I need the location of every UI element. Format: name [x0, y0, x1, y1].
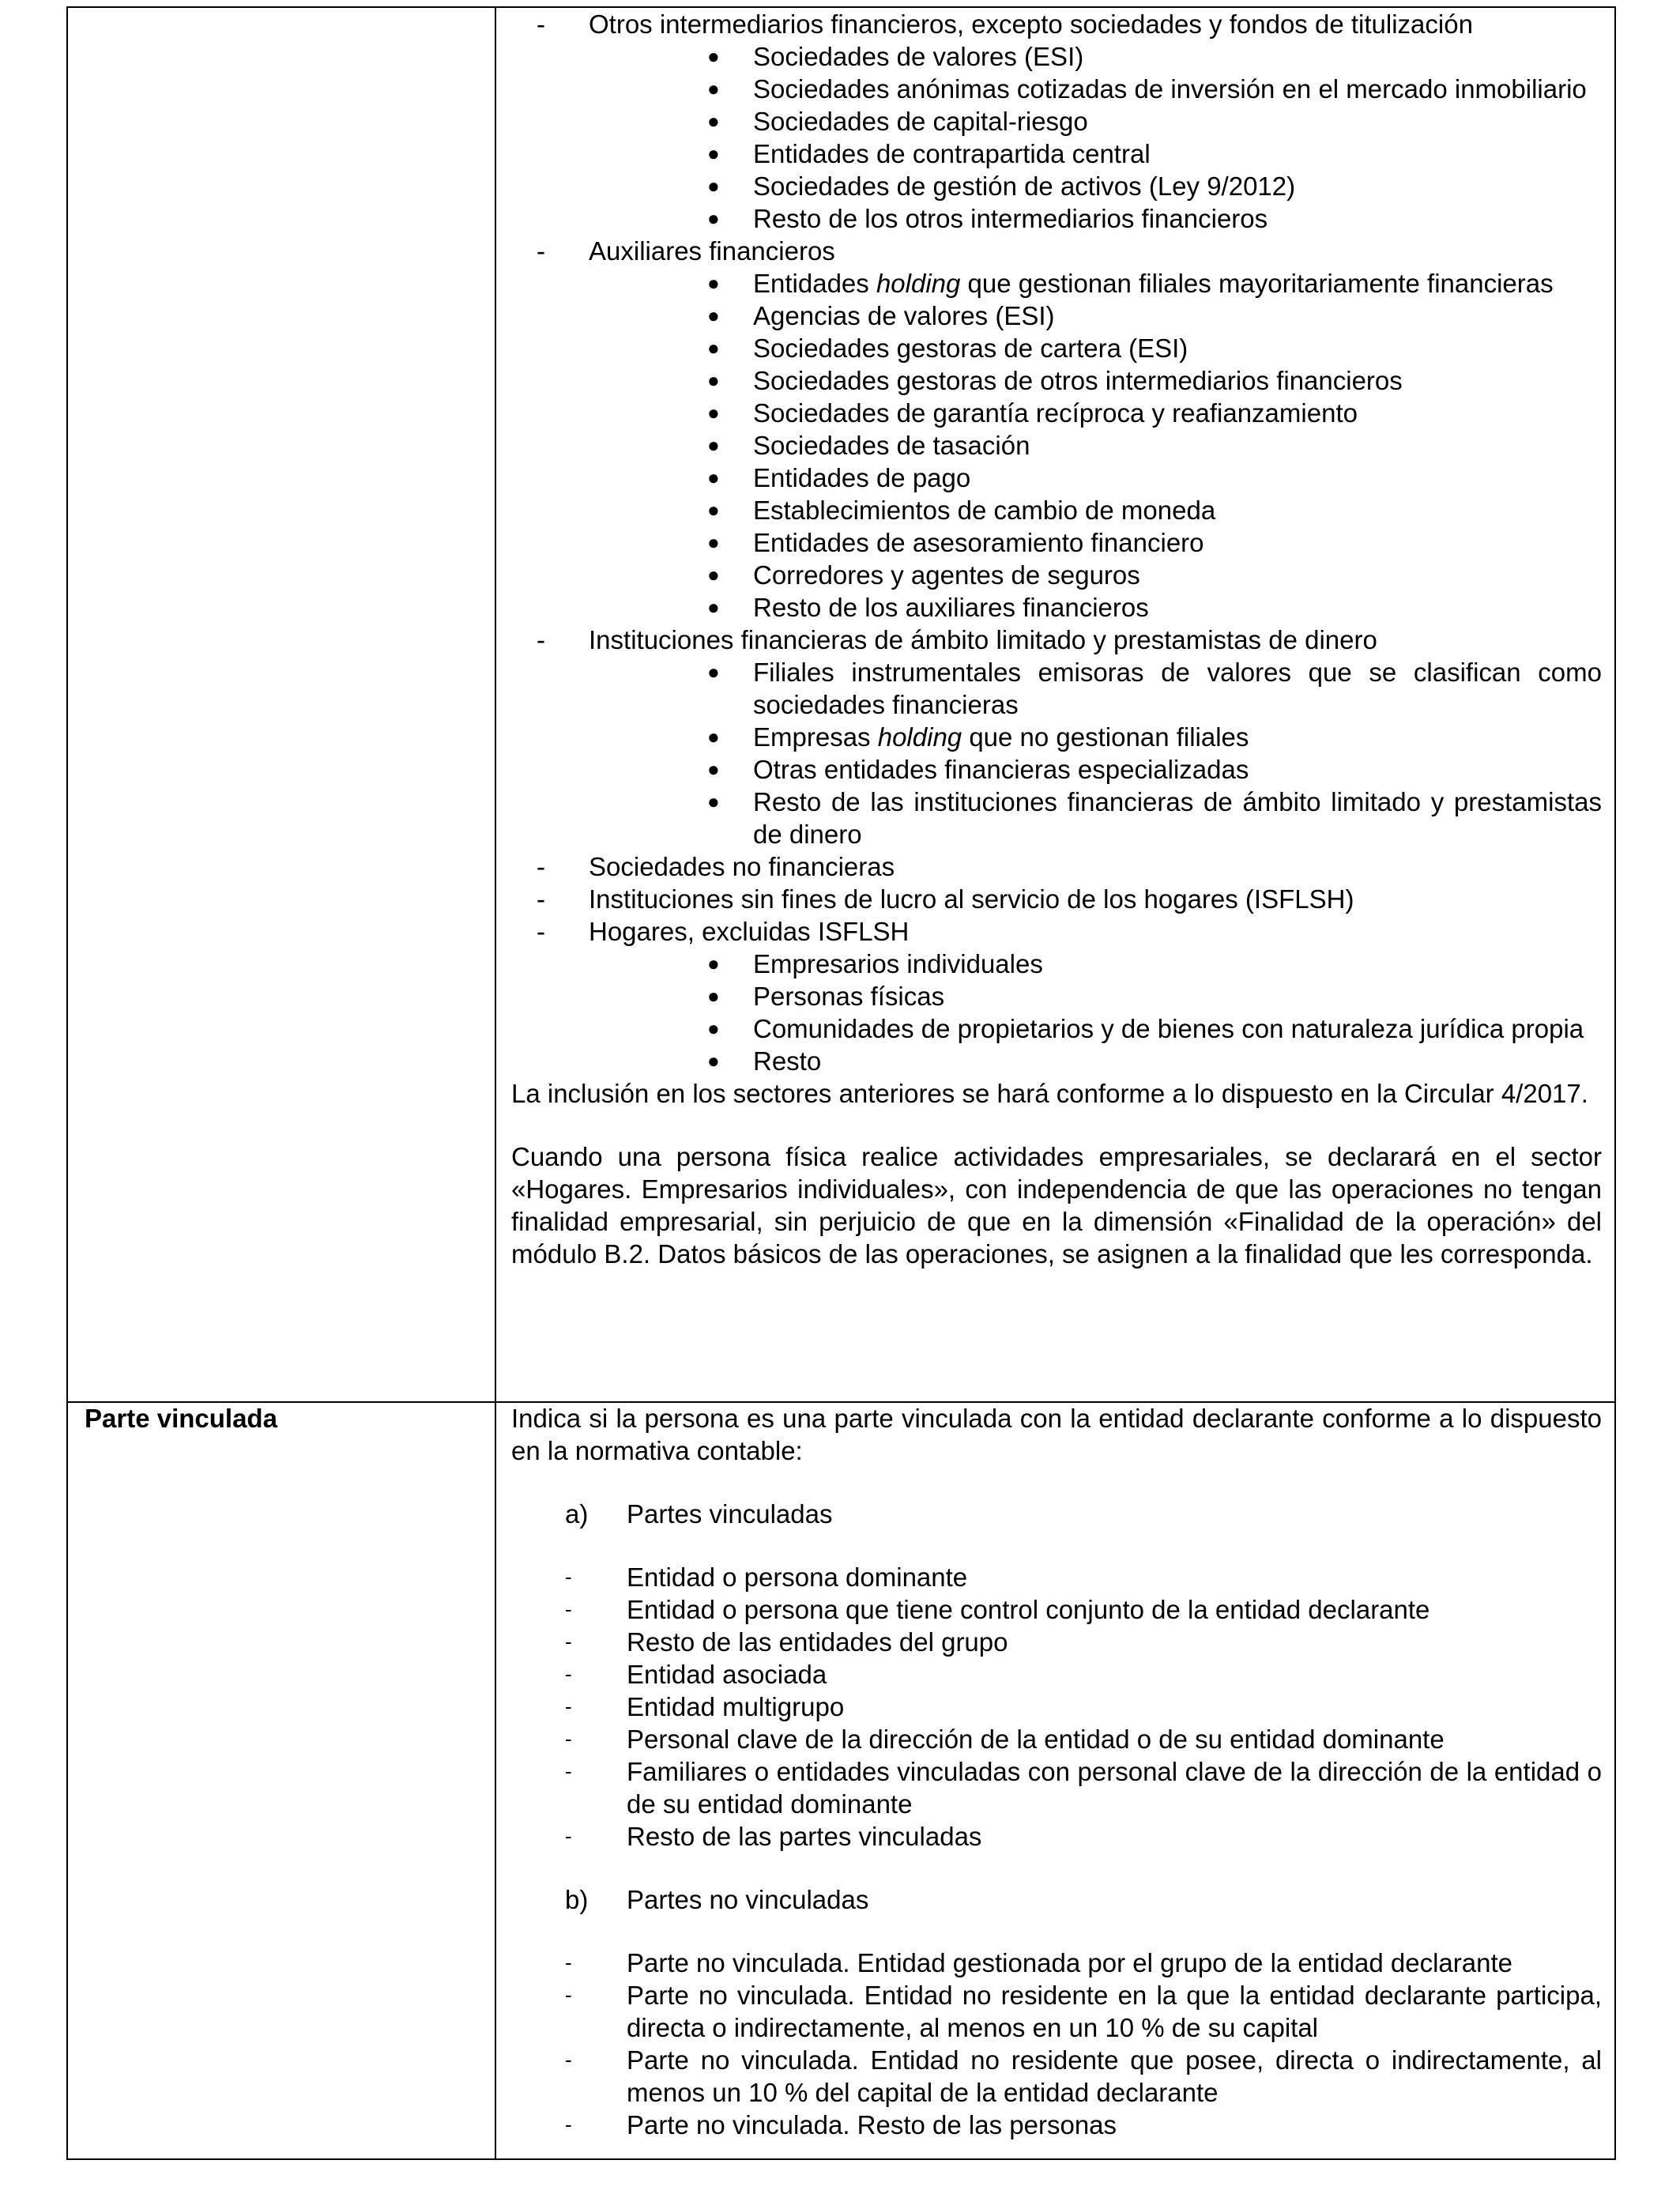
party-list-item	[511, 1755, 1602, 1820]
empresarios-individuales-paragraph: Cuando una persona física realice actividades empresariales, se declarará en el sector «Hogares. Empresarios individuales», con independencia de que las operaciones no tengan finalidad empresarial, sin perjuicio de que en la dimensión «Finalidad de la operación» del módulo B.2. Datos básicos de las operaciones, se asignen a la finalidad que les corresponda.	[511, 1142, 1602, 1269]
bullet-marker: ●	[707, 984, 720, 1008]
sector-bullet-item	[511, 73, 1602, 105]
sector-bullet-item	[511, 591, 1602, 624]
spacer	[511, 1530, 1602, 1561]
bullet-marker: ●	[707, 498, 720, 522]
bullet-marker: ●	[707, 433, 720, 457]
bullet-marker: ●	[707, 206, 720, 230]
list-item-text: Hogares, excluidas ISFLSH	[589, 917, 910, 946]
list-item-text: Entidad o persona dominante	[627, 1563, 968, 1592]
list-item-text: Sociedades de capital-riesgo	[753, 107, 1088, 136]
sector-dash-item	[511, 915, 1602, 948]
list-item-text: Agencias de valores (ESI)	[753, 301, 1055, 330]
party-list-item	[511, 1947, 1602, 1979]
list-item-text: Instituciones financieras de ámbito limitado y prestamistas de dinero	[589, 625, 1377, 654]
party-list-item	[511, 1593, 1602, 1626]
sector-bullet-item	[511, 721, 1602, 753]
sector-bullet-item	[511, 429, 1602, 462]
list-item-text: Parte no vinculada. Entidad no residente en la que la entidad declarante participa, directa o indirectamente, al menos en un 10 % de su capital	[627, 1981, 1602, 2042]
list-item-text: Otros intermediarios financieros, excepto sociedades y fondos de titulización	[589, 9, 1473, 39]
list-item-text: Parte no vinculada. Resto de las personas	[627, 2110, 1117, 2139]
text-part: que no gestionan filiales	[962, 722, 1249, 752]
sector-bullet-item	[511, 786, 1602, 850]
sector-bullet-item	[511, 332, 1602, 364]
dash-marker: -	[537, 917, 545, 946]
list-item-text: Resto de los auxiliares financieros	[753, 593, 1149, 622]
dash-marker: -	[537, 236, 545, 266]
sector-bullet-item	[511, 980, 1602, 1012]
dash-marker: -	[565, 1597, 572, 1621]
sector-list	[511, 8, 1602, 1077]
group-b-title: Partes no vinculadas	[627, 1885, 869, 1914]
bullet-marker: ●	[707, 563, 720, 586]
bullet-marker: ●	[707, 271, 720, 295]
bullet-marker: ●	[707, 757, 720, 781]
document-table	[66, 6, 1616, 2160]
bullet-marker: ●	[707, 466, 720, 489]
sector-bullet-item	[511, 170, 1602, 202]
bullet-marker: ●	[707, 595, 720, 619]
sector-bullet-item	[511, 40, 1602, 73]
group-b-heading	[511, 1883, 1602, 1916]
list-item-text: Sociedades anónimas cotizadas de inversión en el mercado inmobiliario	[753, 74, 1587, 104]
sector-bullet-item	[511, 656, 1602, 721]
bullet-marker: ●	[707, 141, 720, 165]
bullet-marker: ●	[707, 1016, 720, 1040]
group-a-title: Partes vinculadas	[627, 1499, 833, 1529]
text-italic: holding	[877, 722, 962, 752]
bullet-marker: ●	[707, 174, 720, 198]
dash-marker: -	[537, 852, 545, 881]
dash-marker: -	[537, 625, 545, 654]
sector-bullet-item	[511, 202, 1602, 235]
list-item-text: Sociedades gestoras de cartera (ESI)	[753, 334, 1188, 363]
bullet-marker: ●	[707, 368, 720, 392]
dash-marker: -	[537, 9, 545, 39]
parte-vinculada-description-cell	[511, 1402, 1602, 2141]
list-item-text	[753, 722, 1249, 752]
sector-bullet-item	[511, 559, 1602, 591]
sector-bullet-item	[511, 364, 1602, 397]
dash-marker: -	[565, 1565, 572, 1589]
list-item-text: Familiares o entidades vinculadas con personal clave de la dirección de la entidad o de su entidad dominante	[627, 1757, 1602, 1819]
group-b-letter: b)	[565, 1885, 589, 1914]
party-list-item	[511, 1658, 1602, 1691]
list-item-text: Entidades de pago	[753, 463, 971, 492]
dash-marker: -	[565, 1951, 572, 1974]
list-item-text: Entidades de asesoramiento financiero	[753, 528, 1204, 557]
party-list-item	[511, 1626, 1602, 1658]
sector-bullet-item	[511, 397, 1602, 429]
sector-bullet-item	[511, 267, 1602, 300]
party-list-item	[511, 2109, 1602, 2141]
bullet-marker: ●	[707, 725, 720, 748]
party-list-item	[511, 1979, 1602, 2044]
sector-dash-item	[511, 850, 1602, 883]
list-item-text: Empresarios individuales	[753, 949, 1043, 978]
list-item-text: Resto de los otros intermediarios financieros	[753, 204, 1268, 233]
party-list-item	[511, 1820, 1602, 1853]
partes-no-vinculadas-list	[511, 1947, 1602, 2141]
dash-marker: -	[537, 884, 545, 914]
text-part: Empresas	[753, 722, 878, 752]
sector-bullet-item	[511, 526, 1602, 559]
list-item-text: Establecimientos de cambio de moneda	[753, 496, 1216, 525]
list-item-text: Sociedades de gestión de activos (Ley 9/2012)	[753, 172, 1296, 201]
list-item-text: Entidad asociada	[627, 1660, 827, 1689]
sector-bullet-item	[511, 1012, 1602, 1045]
sector-bullet-item	[511, 948, 1602, 980]
group-a-heading	[511, 1498, 1602, 1530]
list-item-text: Auxiliares financieros	[589, 236, 835, 266]
list-item-text: Entidad o persona que tiene control conjunto de la entidad declarante	[627, 1595, 1430, 1624]
sector-dash-item	[511, 8, 1602, 40]
party-list-item	[511, 2044, 1602, 2109]
sector-dash-item	[511, 624, 1602, 656]
dash-marker: -	[565, 1983, 572, 2007]
text-part: que gestionan filiales mayoritariamente financieras	[960, 269, 1554, 298]
list-item-text: Otras entidades financieras especializadas	[753, 755, 1249, 784]
list-item-text: Parte no vinculada. Entidad gestionada por el grupo de la entidad declarante	[627, 1948, 1512, 1977]
dash-marker: -	[565, 1662, 572, 1686]
list-item-text: Comunidades de propietarios y de bienes con naturaleza jurídica propia	[753, 1014, 1584, 1043]
spacer	[511, 1916, 1602, 1947]
bullet-marker: ●	[707, 109, 720, 133]
list-item-text: Resto	[753, 1046, 822, 1076]
list-item-text: Entidades de contrapartida central	[753, 139, 1151, 168]
list-item-text: Instituciones sin fines de lucro al servicio de los hogares (ISFLSH)	[589, 884, 1354, 914]
bullet-marker: ●	[707, 44, 720, 68]
dash-marker: -	[565, 1695, 572, 1718]
list-item-text: Corredores y agentes de seguros	[753, 560, 1140, 590]
bullet-marker: ●	[707, 952, 720, 975]
dash-marker: -	[565, 1824, 572, 1848]
sector-bullet-item	[511, 494, 1602, 526]
text-part: Entidades	[753, 269, 876, 298]
bullet-marker: ●	[707, 1049, 720, 1072]
dash-marker: -	[565, 1630, 572, 1653]
field-label-parte-vinculada: Parte vinculada	[85, 1404, 277, 1433]
sector-dash-item	[511, 883, 1602, 915]
sector-bullet-item	[511, 1045, 1602, 1077]
text-italic: holding	[876, 269, 961, 298]
sector-description-cell	[511, 8, 1602, 1270]
bullet-marker: ●	[707, 530, 720, 554]
party-list-item	[511, 1723, 1602, 1755]
bullet-marker: ●	[707, 77, 720, 100]
bullet-marker: ●	[707, 401, 720, 424]
sector-bullet-item	[511, 300, 1602, 332]
list-item-text: Filiales instrumentales emisoras de valores que se clasifican como sociedades financieras	[753, 658, 1602, 719]
sector-inclusion-paragraph: La inclusión en los sectores anteriores se hará conforme a lo dispuesto en la Circular 4/2017.	[511, 1079, 1588, 1108]
bullet-marker: ●	[707, 660, 720, 684]
dash-marker: -	[565, 1727, 572, 1751]
list-item-text: Sociedades gestoras de otros intermediarios financieros	[753, 366, 1403, 395]
bullet-marker: ●	[707, 790, 720, 813]
group-a-letter: a)	[565, 1499, 589, 1529]
list-item-text: Resto de las entidades del grupo	[627, 1627, 1008, 1657]
list-item-text: Personal clave de la dirección de la entidad o de su entidad dominante	[627, 1725, 1445, 1754]
list-item-text: Resto de las instituciones financieras de ámbito limitado y prestamistas de dinero	[753, 787, 1602, 849]
list-item-text: Sociedades de valores (ESI)	[753, 42, 1084, 71]
bullet-marker: ●	[707, 303, 720, 327]
column-divider	[495, 8, 496, 2158]
list-item-text: Sociedades no financieras	[589, 852, 895, 881]
dash-marker: -	[565, 2113, 572, 2136]
party-list-item	[511, 1691, 1602, 1723]
sector-bullet-item	[511, 138, 1602, 170]
sector-dash-item	[511, 235, 1602, 267]
sector-bullet-item	[511, 462, 1602, 494]
list-item-text: Sociedades de tasación	[753, 431, 1030, 460]
list-item-text: Parte no vinculada. Entidad no residente que posee, directa o indirectamente, al menos un 10 % del capital de la entidad declarante	[627, 2045, 1602, 2107]
list-item-text	[753, 269, 1554, 298]
list-item-text: Entidad multigrupo	[627, 1692, 845, 1721]
bullet-marker: ●	[707, 336, 720, 360]
partes-vinculadas-list	[511, 1561, 1602, 1853]
parte-vinculada-intro: Indica si la persona es una parte vinculada con la entidad declarante conforme a lo dispuesto en la normativa contable:	[511, 1404, 1602, 1465]
list-item-text: Sociedades de garantía recíproca y reafianzamiento	[753, 398, 1358, 428]
party-list-item	[511, 1561, 1602, 1593]
sector-bullet-item	[511, 105, 1602, 138]
dash-marker: -	[565, 1759, 572, 1783]
dash-marker: -	[565, 2048, 572, 2071]
list-item-text: Personas físicas	[753, 982, 945, 1011]
sector-bullet-item	[511, 753, 1602, 786]
list-item-text: Resto de las partes vinculadas	[627, 1822, 982, 1851]
